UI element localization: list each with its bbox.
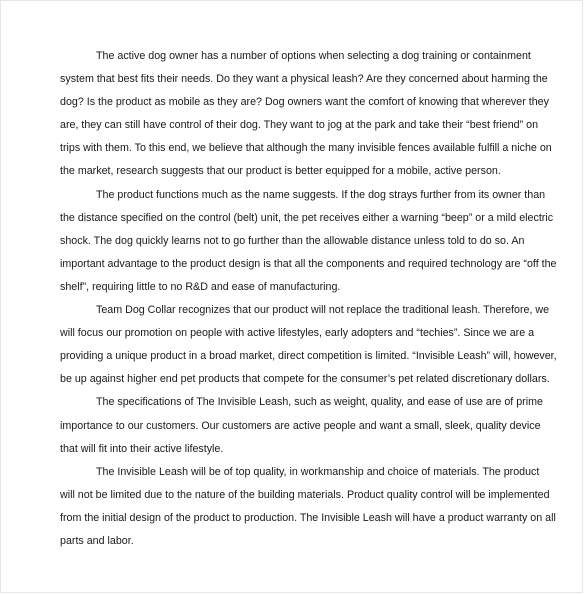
paragraph-line: are, they can still have control of their dog. They want to jog at the park and take their “best friend” on bbox=[60, 119, 539, 132]
paragraph-line: will focus our promotion on people with active lifestyles, early adopters and “techies”. Since we are a bbox=[60, 327, 535, 340]
paragraph-line: providing a unique product in a broad market, direct competition is limited. “Invisible Leash” will, however, bbox=[60, 350, 557, 363]
paragraph-line: shelf”, requiring little to no R&D and ease of manufacturing. bbox=[60, 280, 341, 293]
paragraph-line: The Invisible Leash will be of top quality, in workmanship and choice of materials. The product bbox=[96, 465, 540, 478]
paragraph-2 bbox=[60, 184, 557, 299]
paragraph-line: that will fit into their active lifestyle. bbox=[60, 442, 224, 455]
paragraph-4 bbox=[60, 391, 543, 460]
paragraph-line: the market, research suggests that our product is better equipped for a mobile, active person. bbox=[60, 165, 501, 178]
paragraph-line: shock. The dog quickly learns not to go further than the allowable distance unless told to do so. An bbox=[60, 234, 525, 247]
paragraph-line: trips with them. To this end, we believe that although the many invisible fences available fulfill a niche on bbox=[60, 142, 552, 155]
paragraph-line: parts and labor. bbox=[60, 534, 134, 547]
paragraph-line: dog? Is the product as mobile as they are? Dog owners want the comfort of knowing that wherever they bbox=[60, 96, 549, 109]
paragraph-line: be up against higher end pet products that compete for the consumer’s pet related discretionary dollars. bbox=[60, 373, 550, 386]
paragraph-line: system that best fits their needs. Do they want a physical leash? Are they concerned about harming the bbox=[60, 73, 548, 86]
paragraph-5 bbox=[60, 461, 556, 553]
paragraph-line: important advantage to the product design is that all the components and required technology are “off the bbox=[60, 257, 557, 270]
paragraph-line: the distance specified on the control (belt) unit, the pet receives either a warning “beep” or a mild electric bbox=[60, 211, 554, 224]
paragraph-line: The specifications of The Invisible Leash, such as weight, quality, and ease of use are of prime bbox=[96, 396, 543, 409]
document-body bbox=[60, 45, 557, 553]
paragraph-1 bbox=[60, 45, 552, 184]
paragraph-line: importance to our customers. Our customers are active people and want a small, sleek, quality device bbox=[60, 419, 541, 432]
paragraph-line: will not be limited due to the nature of the building materials. Product quality control will be implemented bbox=[60, 488, 550, 501]
paragraph-line: Team Dog Collar recognizes that our product will not replace the traditional leash. Therefore, we bbox=[96, 304, 550, 317]
paragraph-3 bbox=[60, 299, 557, 391]
paragraph-line: from the initial design of the product to production. The Invisible Leash will have a product warranty on all bbox=[60, 511, 556, 524]
paragraph-line: The active dog owner has a number of options when selecting a dog training or containment bbox=[96, 50, 531, 62]
paragraph-line: The product functions much as the name suggests. If the dog strays further from its owner than bbox=[96, 188, 546, 201]
